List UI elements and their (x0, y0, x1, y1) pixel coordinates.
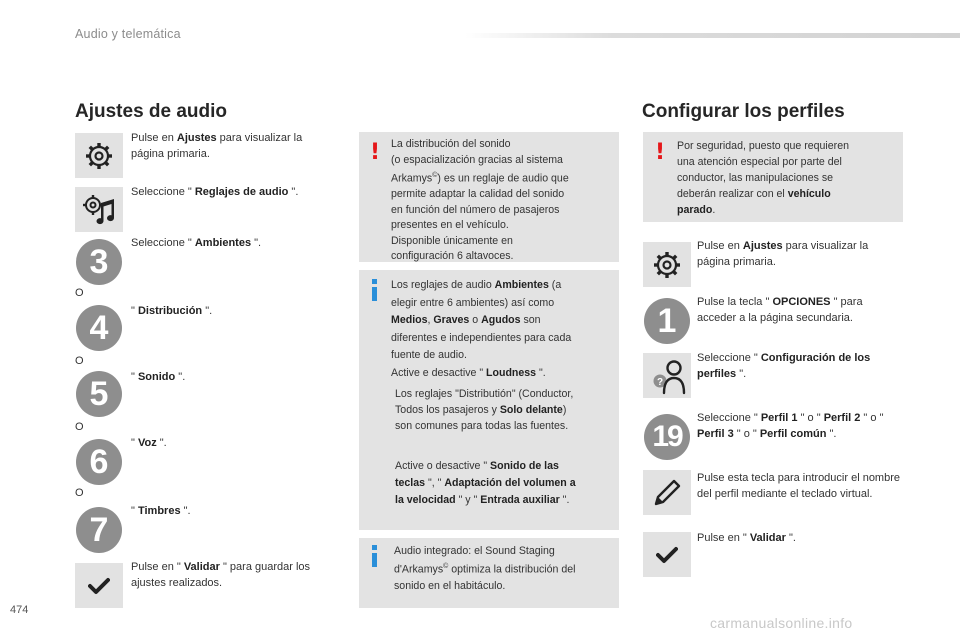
step-text: Pulse en " Validar " para guardar los ajustes realizados. (131, 561, 311, 589)
validate-button-graphic (643, 532, 691, 577)
profile-icon (647, 357, 687, 395)
warning-text: Por seguridad, puesto que requieren una atención especial por parte del conductor, las manipulaciones se deberán realizar con el vehículo parado. (677, 140, 849, 216)
settings-button-graphic (75, 133, 123, 178)
page-number: 474 (10, 604, 29, 616)
step-number-badge: 4 (76, 305, 122, 351)
validate-button-graphic (75, 563, 123, 608)
step-text: Pulse la tecla " OPCIONES " para acceder a la página secundaria. (697, 296, 863, 324)
step-number-badge: 3 (76, 239, 122, 285)
step-number-badge: 19 (644, 414, 690, 460)
or-label: O (75, 355, 84, 367)
info-text: Los reglajes de audio Ambientes (a elegir entre 6 ambientes) así como Medios, Graves o Agudos son diferentes e independientes para cada fuente de audio. Active e desactive " Loudness ". (391, 279, 572, 379)
warning-text: La distribución del sonido (o espacialización gracias al sistema Arkamys©) es un reglaje de audio que permite adaptar la calidad del sonido en función del número de pasajeros presentes en el vehículo. Disponible únicamente en configuración 6 altavoces. (391, 138, 569, 263)
step-text: Pulse en Ajustes para visualizar la página primaria. (697, 240, 869, 268)
step-text: " Voz ". (131, 437, 167, 449)
or-label: O (75, 487, 84, 499)
pencil-icon (652, 478, 682, 508)
checkmark-icon (656, 546, 678, 564)
step-text: Pulse esta tecla para introducir el nombre del perfil mediante el teclado virtual. (697, 472, 900, 500)
info-subtext: Los reglajes "Distributión" (Conductor, Todos los pasajeros y Solo delante) son comunes para todas las fuentes. (395, 388, 574, 432)
step-number-badge: 5 (76, 371, 122, 417)
step-text: " Timbres ". (131, 505, 191, 517)
step-number-badge: 1 (644, 298, 690, 344)
info-subtext: Active o desactive " Sonido de las teclas ", " Adaptación del volumen a la velocidad " y " Entrada auxiliar ". (395, 460, 576, 506)
step-number-badge: 7 (76, 507, 122, 553)
gear-music-icon (81, 193, 117, 227)
gear-icon (652, 250, 682, 280)
audio-settings-button-graphic (75, 187, 123, 232)
or-label: O (75, 421, 84, 433)
info-text: Audio integrado: el Sound Staging d'Arkamys© optimiza la distribución del sonido en el habitáculo. (394, 545, 576, 592)
step-text: " Distribución ". (131, 305, 213, 317)
step-text: Seleccione " Configuración de los perfiles ". (697, 352, 871, 380)
watermark: carmanualsonline.info (710, 615, 853, 631)
profiles-button-graphic (643, 353, 691, 398)
step-text: Seleccione " Perfil 1 " o " Perfil 2 " o " Perfil 3 " o " Perfil común ". (697, 412, 884, 440)
section-title-profiles: Configurar los perfiles (642, 101, 845, 122)
step-text: Seleccione " Reglajes de audio ". (131, 186, 299, 198)
warning-icon: ! (655, 140, 666, 165)
warning-icon: ! (370, 140, 381, 165)
settings-button-graphic (643, 242, 691, 287)
gear-icon (84, 141, 114, 171)
edit-name-button-graphic (643, 470, 691, 515)
step-text: " Sonido ". (131, 371, 186, 383)
header-rule (465, 33, 960, 38)
or-label: O (75, 287, 84, 299)
step-text: Seleccione " Ambientes ". (131, 237, 262, 249)
step-number-badge: 6 (76, 439, 122, 485)
svg-text:?: ? (656, 376, 664, 388)
step-text: Pulse en " Validar ". (697, 532, 796, 544)
checkmark-icon (88, 577, 110, 595)
step-text: Pulse en Ajustes para visualizar la página primaria. (131, 132, 303, 160)
section-title-audio: Ajustes de audio (75, 101, 228, 122)
chapter-title: Audio y telemática (75, 27, 181, 41)
